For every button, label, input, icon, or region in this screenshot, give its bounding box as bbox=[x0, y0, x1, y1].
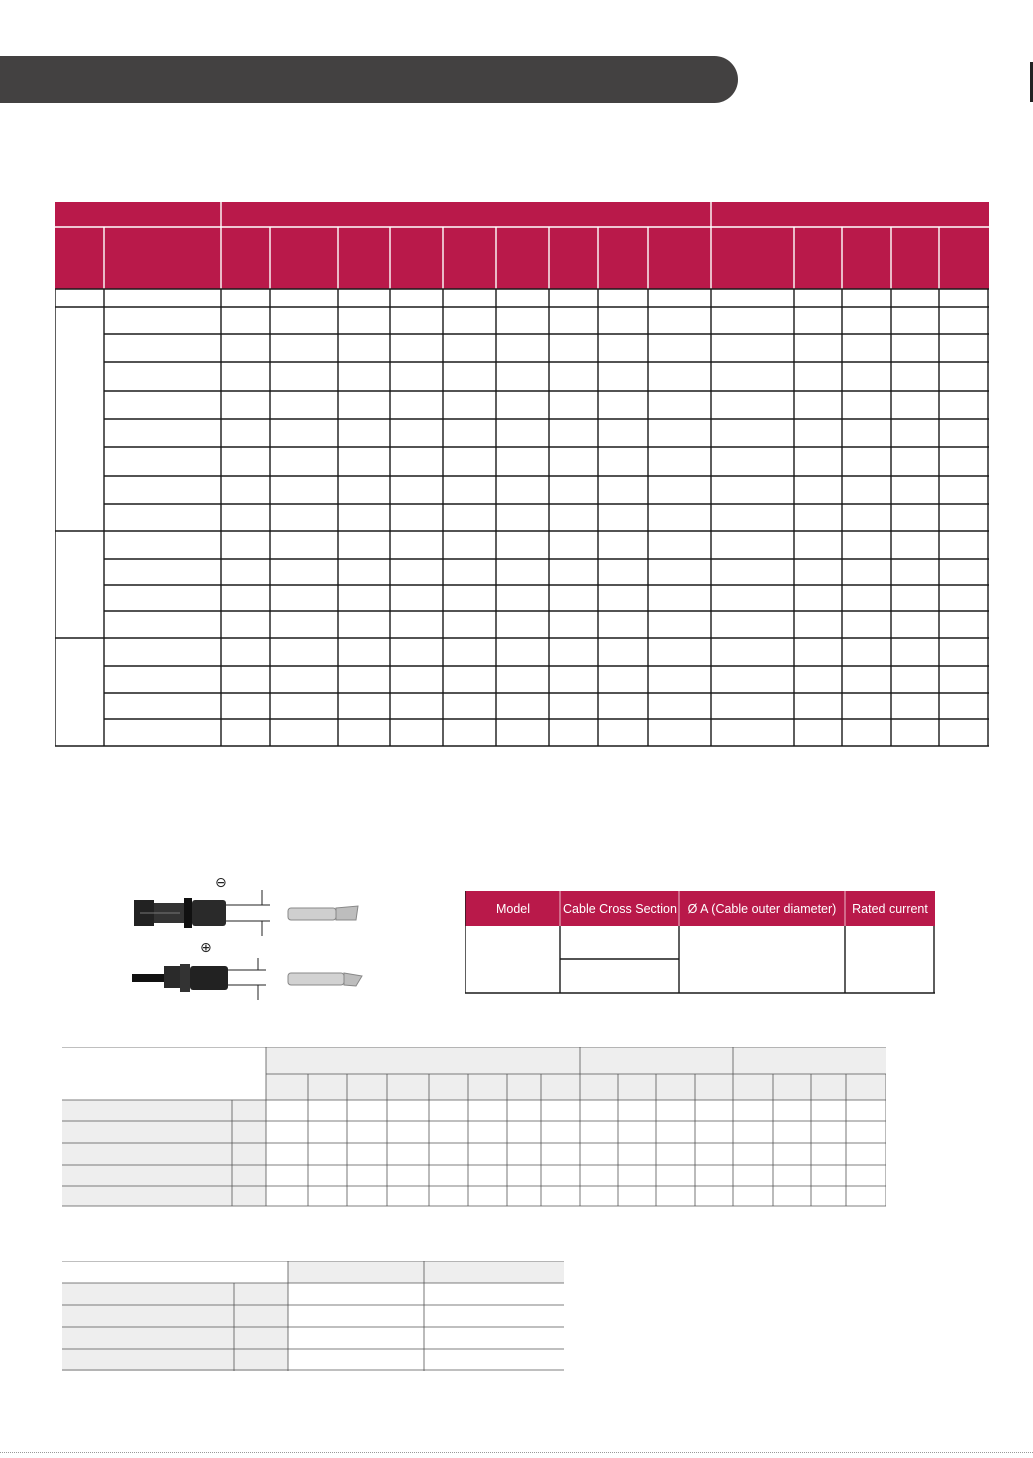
torque-table bbox=[62, 1261, 564, 1371]
male-connector-icon bbox=[132, 964, 228, 992]
connector-figure bbox=[120, 870, 380, 1010]
dimension-table-header bbox=[266, 1047, 886, 1100]
female-connector-icon bbox=[134, 898, 226, 928]
dimension-table-label-column bbox=[62, 1100, 266, 1206]
header-cable-cross-section: Cable Cross Section bbox=[563, 902, 677, 916]
spec-header-band bbox=[55, 202, 989, 289]
header-model: Model bbox=[495, 902, 531, 916]
section-title-bar bbox=[0, 56, 738, 103]
male-contact-pin-icon bbox=[288, 973, 362, 986]
model-table bbox=[465, 891, 935, 994]
diameter-marker-bottom bbox=[228, 958, 266, 1000]
header-rated-current: Rated current bbox=[852, 902, 928, 916]
header-cable-outer-diameter: Ø A (Cable outer diameter) bbox=[687, 902, 837, 916]
plus-symbol: ⊕ bbox=[200, 940, 212, 956]
diameter-marker-top bbox=[226, 890, 270, 936]
torque-table-header bbox=[288, 1261, 564, 1283]
dimension-table bbox=[62, 1047, 886, 1207]
minus-symbol: ⊖ bbox=[215, 875, 227, 891]
footer-rule bbox=[0, 1452, 1033, 1453]
female-contact-pin-icon bbox=[288, 906, 358, 920]
spec-table bbox=[55, 202, 989, 747]
